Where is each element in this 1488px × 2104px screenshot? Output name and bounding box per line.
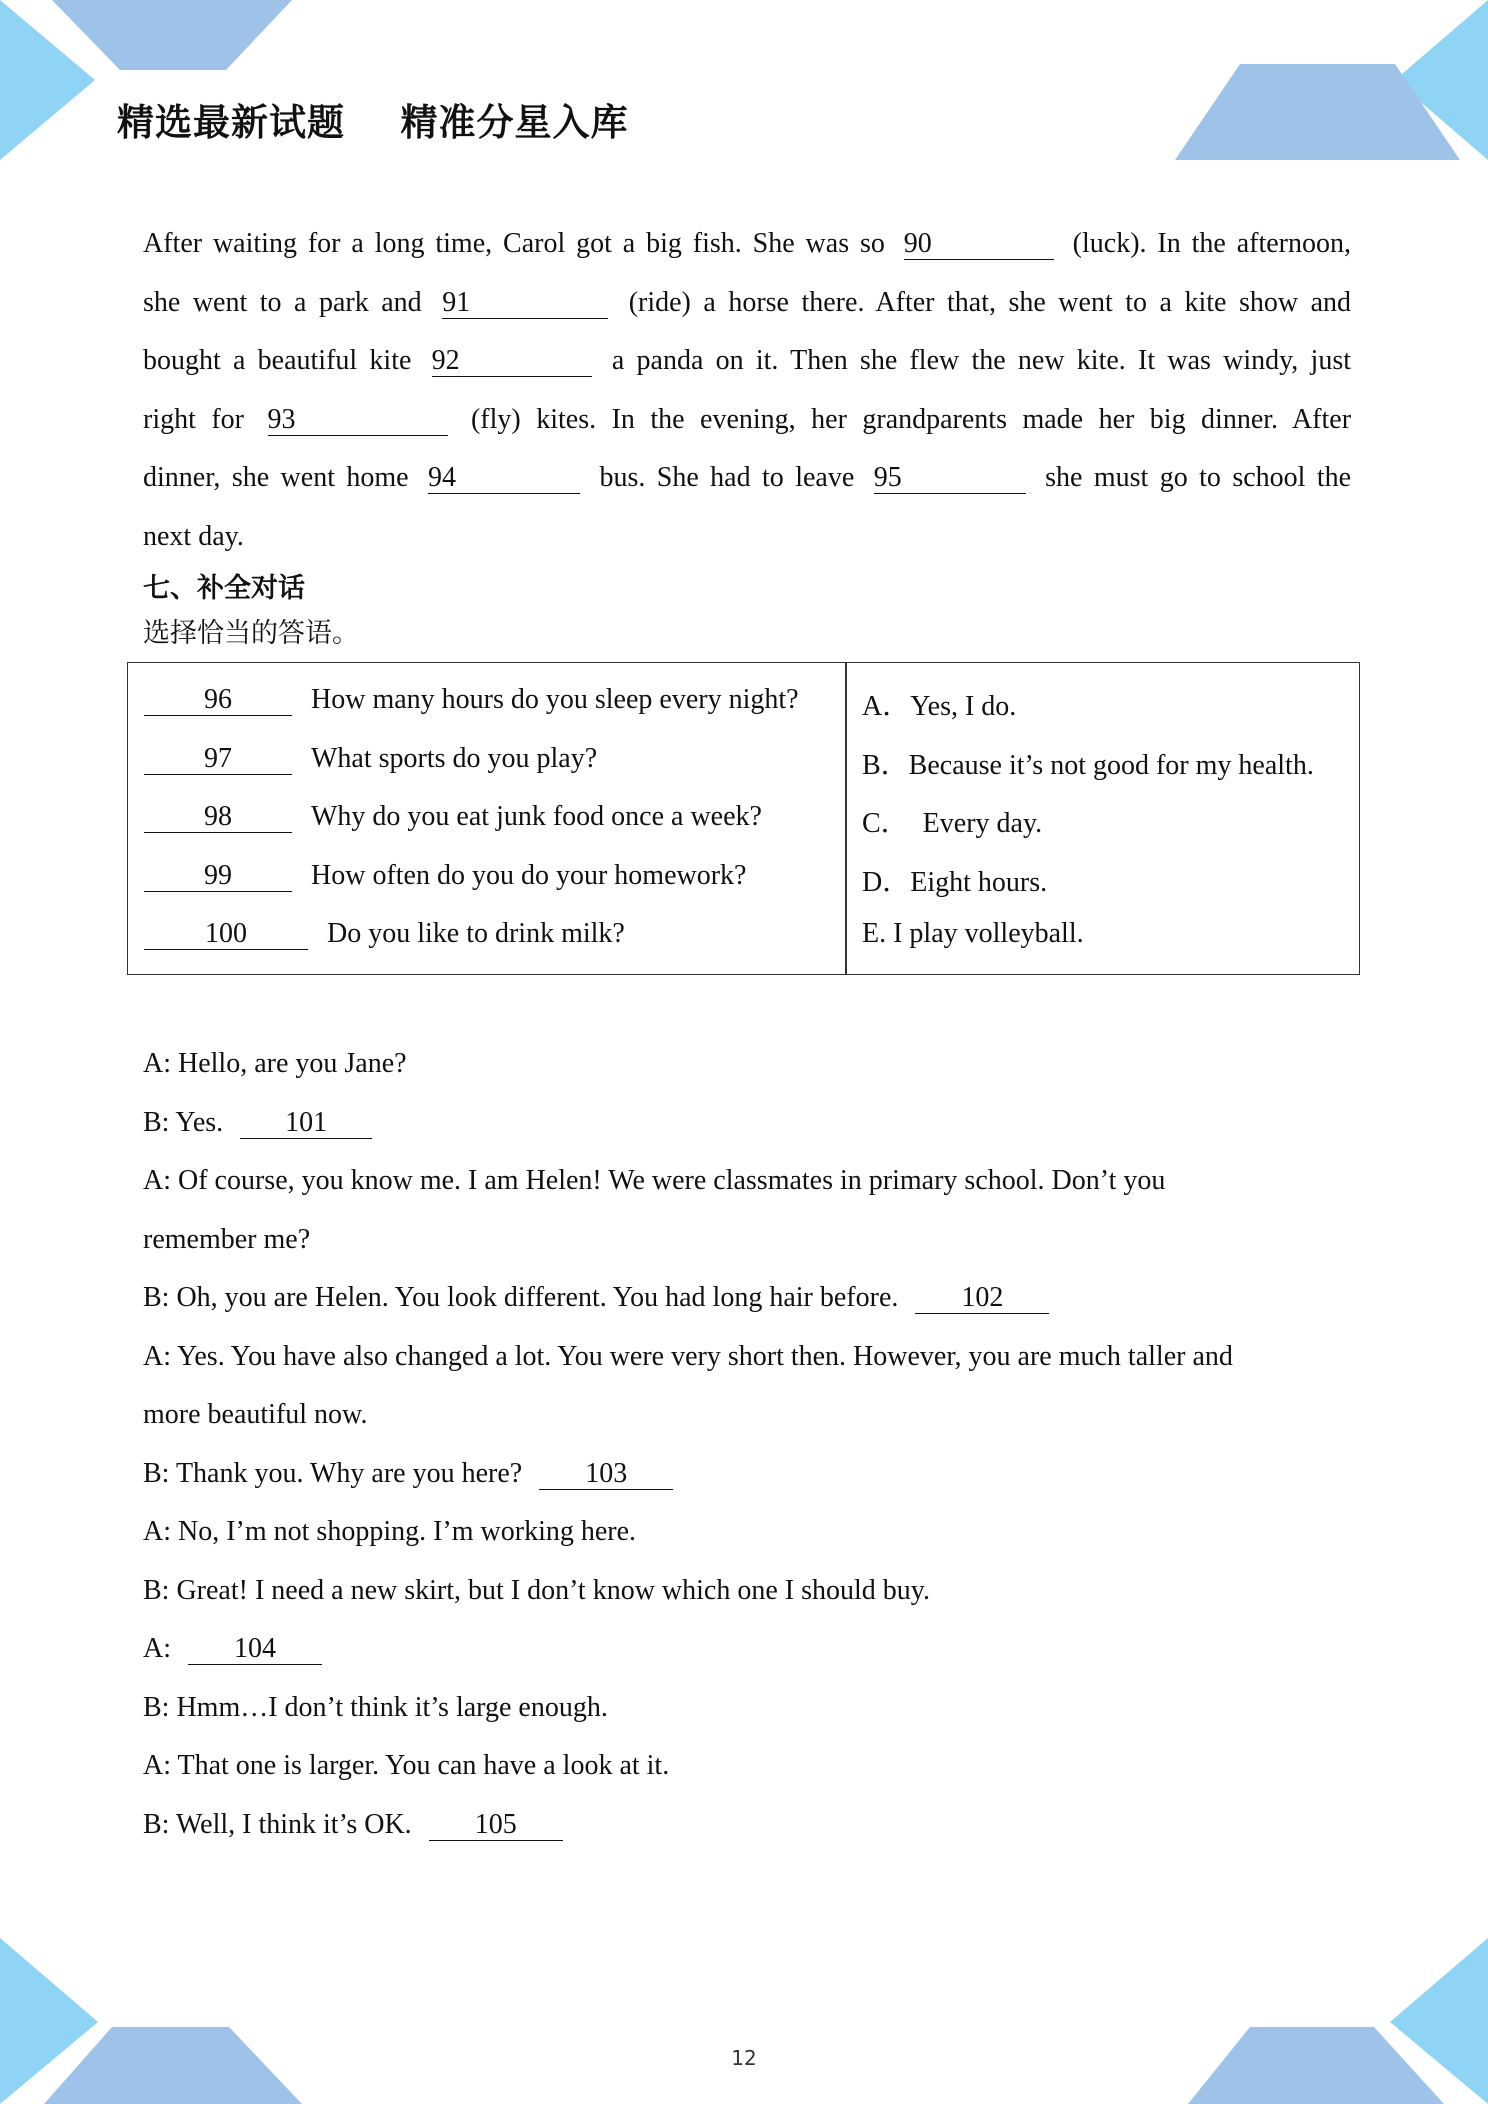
answer-blank-93[interactable]: 93 [268,405,448,436]
passage-line-5: dinner, she went home 94 bus. She had to leave 95 she must go to school the [143,462,1352,493]
dialogue-line: A: Yes. You have also changed a lot. You were very short then. However, you are much taller and [143,1341,1233,1372]
question-text: What sports do you play? [311,743,598,774]
dialogue-line: B: Great! I need a new skirt, but I don’t know which one I should buy. [143,1575,930,1606]
dialogue-line: A: Of course, you know me. I am Helen! We were classmates in primary school. Don’t you [143,1165,1166,1196]
passage-line-4: right for 93 (fly) kites. In the evening, her grandparents made her big dinner. After [143,403,1352,435]
question-text: Why do you eat junk food once a week? [311,801,762,832]
dialogue-line: B: Thank you. Why are you here? 103 [143,1458,673,1490]
question-text: How often do you do your homework? [311,860,747,891]
matching-table [127,662,1360,975]
answer-blank-104[interactable]: 104 [188,1634,322,1665]
question-row [144,743,597,775]
header-title: 精选最新试题 精准分星入库 [117,101,629,144]
answer-blank-100[interactable]: 100 [144,919,308,950]
answer-blank-95[interactable]: 95 [874,463,1026,494]
dialogue-line: A: No, I’m not shopping. I’m working here. [143,1516,637,1547]
answer-blank-96[interactable]: 96 [144,685,292,716]
passage [143,215,1351,566]
question-row [144,918,625,950]
answer-blank-92[interactable]: 92 [432,346,592,377]
question-row [144,860,746,892]
question-row [144,684,799,716]
dialogue-line: more beautiful now. [143,1399,368,1430]
answer-blank-102[interactable]: 102 [915,1283,1049,1314]
answer-option-b: B．Because it’s not good for my health. [862,750,1314,781]
question-text: Do you like to drink milk? [327,918,625,949]
section-title: 七、补全对话 [143,573,305,604]
page-number: 12 [731,2046,757,2070]
answer-blank-101[interactable]: 101 [240,1108,372,1139]
answer-blank-90[interactable]: 90 [904,229,1054,260]
section-instruction: 选择恰当的答语。 [143,618,359,649]
passage-line-3: bought a beautiful kite 92 a panda on it. Then she flew the new kite. It was windy, just [143,345,1351,376]
passage-line-2: she went to a park and 91 (ride) a horse there. After that, she went to a kite show and [143,286,1352,318]
question-row [144,801,762,833]
answer-blank-103[interactable]: 103 [539,1459,673,1490]
top-left-band [52,0,292,70]
answer-option-d: D．Eight hours. [862,867,1048,898]
dialogue-line: A: Hello, are you Jane? [143,1048,407,1079]
passage-line-1: After waiting for a long time, Carol got a big fish. She was so 90 (luck). In the afternoon, [143,228,1351,259]
dialogue-line: B: Yes. 101 [143,1107,372,1139]
answer-blank-98[interactable]: 98 [144,802,292,833]
answer-option-c: C． Every day. [862,808,1043,839]
answer-blank-91[interactable]: 91 [442,288,608,319]
answer-blank-97[interactable]: 97 [144,744,292,775]
dialogue-line: B: Well, I think it’s OK. 105 [143,1809,563,1841]
table-divider [845,663,847,974]
question-text: How many hours do you sleep every night? [311,684,799,715]
dialogue-line: A: 104 [143,1633,322,1665]
dialogue-line: B: Hmm…I don’t think it’s large enough. [143,1692,608,1723]
answer-option-e: E. I play volleyball. [862,918,1084,949]
dialogue-line: B: Oh, you are Helen. You look different. You had long hair before. 102 [143,1282,1049,1314]
dialogue-line: remember me? [143,1224,311,1255]
answer-blank-94[interactable]: 94 [428,463,580,494]
passage-line-6: next day. [143,520,244,552]
answer-blank-99[interactable]: 99 [144,861,292,892]
dialogue-line: A: That one is larger. You can have a look at it. [143,1750,670,1781]
answer-option-a: A．Yes, I do. [862,691,1017,722]
answer-blank-105[interactable]: 105 [429,1810,563,1841]
